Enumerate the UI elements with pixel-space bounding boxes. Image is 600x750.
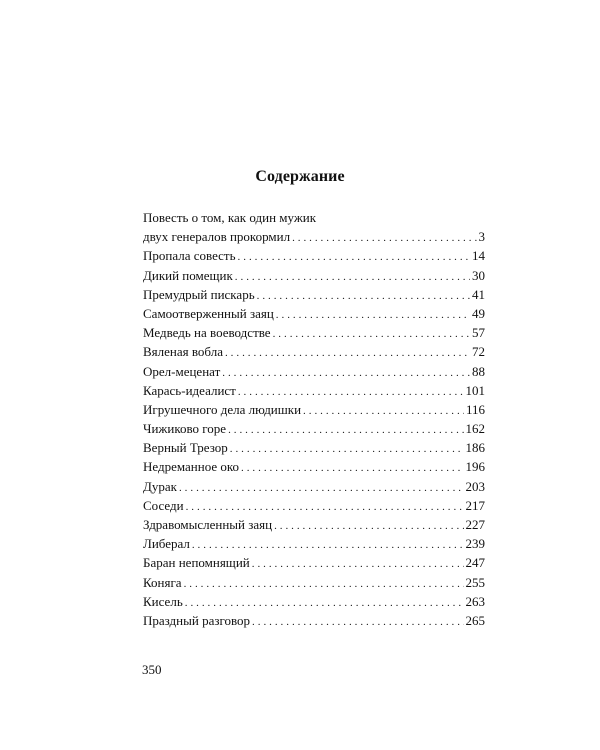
dot-leader xyxy=(273,325,470,344)
toc-entry-page: 116 xyxy=(465,401,485,417)
toc-entry-title: Кисель xyxy=(143,593,183,609)
toc-entry-title: Коняга xyxy=(143,574,182,590)
toc-entry-page: 203 xyxy=(465,478,485,494)
toc-entry-title: Орел-меценат xyxy=(143,363,221,379)
toc-entry-page: 162 xyxy=(465,421,485,437)
toc-entry xyxy=(143,457,485,476)
toc-entry xyxy=(143,342,485,361)
page-number: 350 xyxy=(142,662,162,677)
toc-entry-page: 196 xyxy=(465,459,485,475)
toc-entry-title: Дикий помещик xyxy=(143,267,233,283)
toc-entry-page: 57 xyxy=(472,325,485,341)
dot-leader xyxy=(252,613,463,632)
toc-entry-page: 239 xyxy=(465,536,485,552)
dot-leader xyxy=(292,229,476,248)
toc-entry-page: 263 xyxy=(465,593,485,609)
toc-entry xyxy=(143,477,485,496)
toc-entry-title: Недреманное око xyxy=(143,459,240,475)
toc-entry xyxy=(143,266,485,285)
toc-entry xyxy=(143,592,485,611)
toc-entry-page: 41 xyxy=(472,286,485,302)
toc-heading: Содержание xyxy=(255,168,345,185)
toc-entry-title: Карась-идеалист xyxy=(143,382,236,398)
toc-list xyxy=(143,208,485,630)
toc-entry xyxy=(143,515,485,534)
toc-entry-title: Соседи xyxy=(143,497,184,513)
toc-entry xyxy=(143,496,485,515)
toc-entry xyxy=(143,553,485,572)
toc-entry xyxy=(143,611,485,630)
toc-entry xyxy=(143,246,485,265)
toc-entry-title: Вяленая вобла xyxy=(143,344,223,360)
toc-entry-title: Дурак xyxy=(143,478,177,494)
toc-entry-page: 30 xyxy=(472,267,485,283)
toc-entry-page: 14 xyxy=(472,248,485,264)
toc-entry-page: 3 xyxy=(478,229,485,245)
toc-entry xyxy=(143,534,485,553)
toc-entry xyxy=(143,304,485,323)
toc-entry xyxy=(143,419,485,438)
toc-entry-title: Премудрый пискарь xyxy=(143,286,255,302)
toc-entry-title: двух генералов прокормил xyxy=(143,229,291,245)
dot-leader xyxy=(225,344,470,363)
toc-entry-title: Либерал xyxy=(143,536,190,552)
toc-entry-page: 255 xyxy=(465,574,485,590)
toc-entry-title: Повесть о том, как один мужик xyxy=(143,210,317,225)
toc-entry-page: 265 xyxy=(465,612,485,628)
dot-leader xyxy=(276,306,470,325)
toc-entry-title: Пропала совесть xyxy=(143,248,236,264)
toc-entry-title: Медведь на воеводстве xyxy=(143,325,271,341)
toc-entry-page: 227 xyxy=(465,517,485,532)
toc-entry-page: 247 xyxy=(465,555,485,571)
dot-leader xyxy=(230,440,464,459)
toc-entry-page: 101 xyxy=(465,382,485,398)
dot-leader xyxy=(222,364,470,383)
toc-entry xyxy=(143,381,485,400)
toc-entry-title: Чижиково горе xyxy=(143,421,227,437)
toc-entry-page: 88 xyxy=(472,363,485,379)
toc-entry-title: Самоотверженный заяц xyxy=(143,305,274,321)
toc-entry-page: 72 xyxy=(472,344,485,360)
toc-entry xyxy=(143,400,485,419)
dot-leader xyxy=(179,479,464,498)
dot-leader xyxy=(252,555,464,574)
dot-leader xyxy=(303,402,464,421)
toc-entry xyxy=(143,227,485,246)
toc-entry-page: 217 xyxy=(465,497,485,513)
dot-leader xyxy=(235,268,470,287)
toc-entry-title: Баран непомнящий xyxy=(143,555,250,571)
toc-entry-title: Здравомысленный заяц xyxy=(143,517,273,532)
dot-leader xyxy=(184,575,464,594)
dot-leader xyxy=(238,248,470,267)
toc-entry-title: Верный Трезор xyxy=(143,440,228,456)
toc-entry xyxy=(143,573,485,592)
toc-entry xyxy=(143,438,485,457)
toc-entry-title: Игрушечного дела людишки xyxy=(143,401,302,417)
toc-entry xyxy=(143,362,485,381)
toc-entry xyxy=(143,285,485,304)
toc-entry xyxy=(143,208,485,227)
dot-leader xyxy=(274,517,463,536)
toc-entry-title: Праздный разговор xyxy=(143,612,251,628)
toc-entry-page: 49 xyxy=(472,305,485,321)
dot-leader xyxy=(241,459,463,478)
toc-entry xyxy=(143,323,485,342)
dot-leader xyxy=(257,287,470,306)
dot-leader xyxy=(228,421,463,440)
toc-entry-page: 186 xyxy=(465,440,485,456)
